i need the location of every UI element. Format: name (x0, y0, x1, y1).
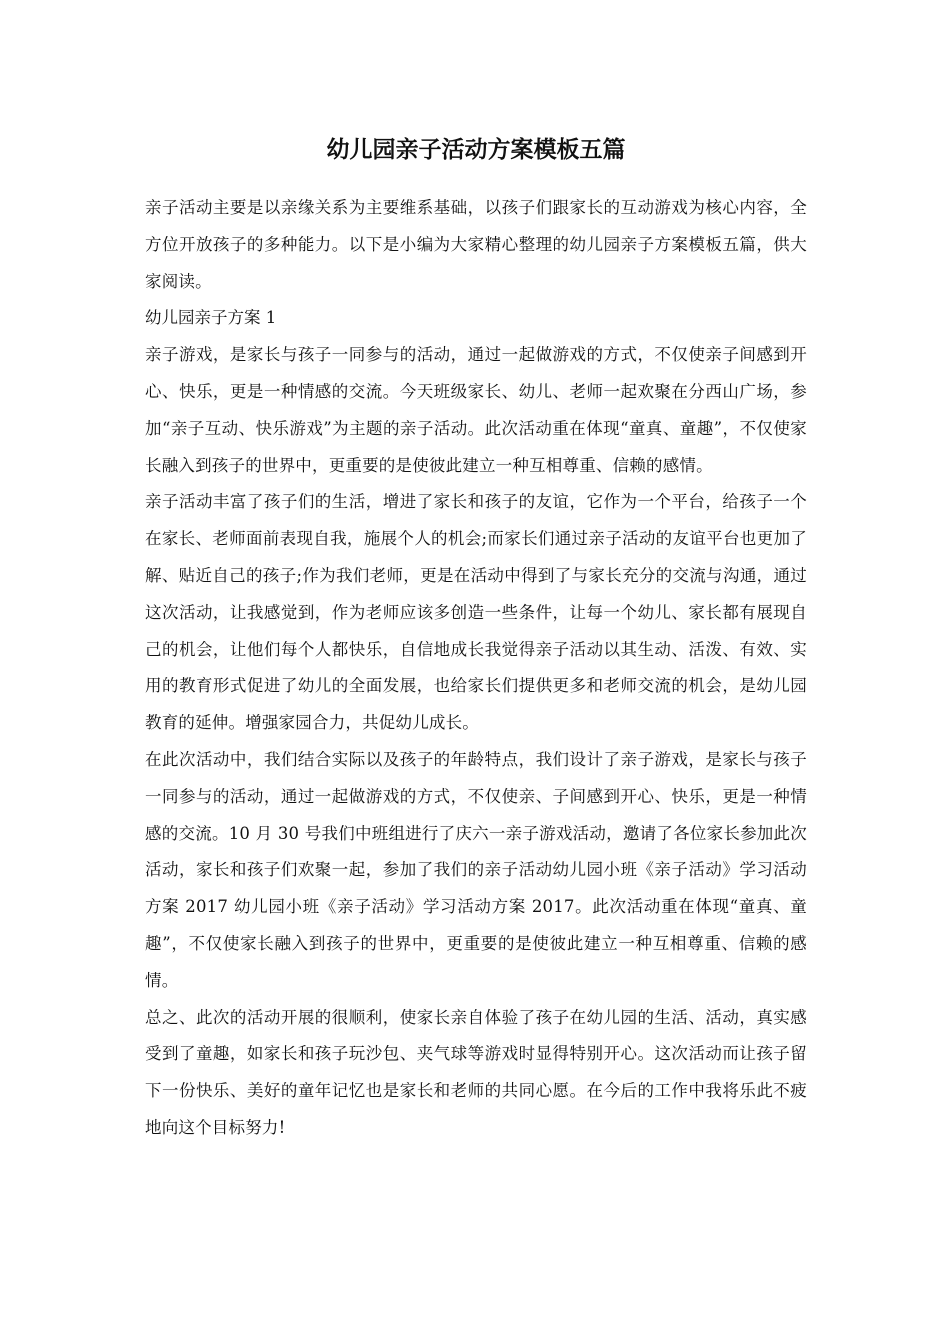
section-heading: 幼儿园亲子方案 1 (145, 308, 277, 328)
body-paragraph-4: 总之、此次的活动开展的很顺利，使家长亲自体验了孩子在幼儿园的生活、活动，真实感受到了童趣，如家长和孩子玩沙包、夹气球等游戏时显得特别开心。这次活动而让孩子留下一份快乐、美好的童年记忆也是家长和老师的共同心愿。在今后的工作中我将乐此不疲地向这个目标努力! (145, 1007, 807, 1137)
body-paragraph-3: 在此次活动中，我们结合实际以及孩子的年龄特点，我们设计了亲子游戏，是家长与孩子一同参与的活动，通过一起做游戏的方式，不仅使亲、子间感到开心、快乐，更是一种情感的交流。10 月 30 号我们中班组进行了庆六一亲子游戏活动，邀请了各位家长参加此次活动，家长和孩子们欢聚一起，参加了我们的亲子活动幼儿园小班《亲子活动》学习活动方案 2017 幼儿园小班《亲子活动》学习活动方案 2017。此次活动重在体现“童真、童趣”，不仅使家长融入到孩子的世界中，更重要的是使彼此建立一种互相尊重、信赖的感情。 (145, 749, 807, 990)
document-body (145, 128, 807, 1147)
body-paragraph-1: 亲子游戏，是家长与孩子一同参与的活动，通过一起做游戏的方式，不仅使亲子间感到开心、快乐，更是一种情感的交流。今天班级家长、幼儿、老师一起欢聚在分西山广场，参加“亲子互动、快乐游戏”为主题的亲子活动。此次活动重在体现“童真、童趣”，不仅使家长融入到孩子的世界中，更重要的是使彼此建立一种互相尊重、信赖的感情。 (145, 345, 807, 475)
body-paragraph-2: 亲子活动丰富了孩子们的生活，增进了家长和孩子的友谊，它作为一个平台，给孩子一个在家长、老师面前表现自我，施展个人的机会;而家长们通过亲子活动的友谊平台也更加了解、贴近自己的孩子;作为我们老师，更是在活动中得到了与家长充分的交流与沟通，通过这次活动，让我感觉到，作为老师应该多创造一些条件，让每一个幼儿、家长都有展现自己的机会，让他们每个人都快乐，自信地成长我觉得亲子活动以其生动、活泼、有效、实用的教育形式促进了幼儿的全面发展，也给家长们提供更多和老师交流的机会，是幼儿园教育的延伸。增强家园合力，共促幼儿成长。 (145, 492, 807, 733)
document-title: 幼儿园亲子活动方案模板五篇 (326, 137, 626, 163)
intro-paragraph: 亲子活动主要是以亲缘关系为主要维系基础，以孩子们跟家长的互动游戏为核心内容，全方位开放孩子的多种能力。以下是小编为大家精心整理的幼儿园亲子方案模板五篇，供大家阅读。 (145, 198, 807, 291)
